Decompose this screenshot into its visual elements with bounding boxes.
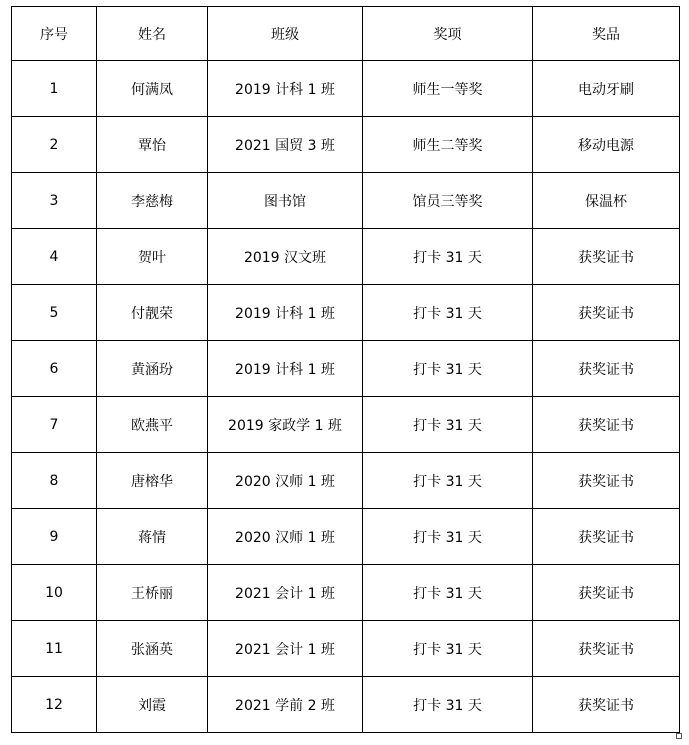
table-row: [12, 173, 680, 229]
award-table: [11, 6, 680, 733]
cell-prize: 获奖证书: [533, 621, 680, 677]
cell-award: 打卡 31 天: [363, 397, 533, 453]
cell-number: 5: [12, 285, 97, 341]
cell-prize: 获奖证书: [533, 341, 680, 397]
table-resize-handle[interactable]: [676, 733, 682, 739]
cell-prize: 获奖证书: [533, 565, 680, 621]
cell-number: 10: [12, 565, 97, 621]
cell-award: 打卡 31 天: [363, 453, 533, 509]
table-row: [12, 229, 680, 285]
cell-number: 7: [12, 397, 97, 453]
header-number: 序号: [12, 7, 97, 61]
cell-number: 1: [12, 61, 97, 117]
table-row: [12, 117, 680, 173]
table-row: [12, 285, 680, 341]
cell-name: 李慈梅: [97, 173, 208, 229]
header-prize: 奖品: [533, 7, 680, 61]
cell-prize: 保温杯: [533, 173, 680, 229]
cell-name: 付靓荣: [97, 285, 208, 341]
header-award: 奖项: [363, 7, 533, 61]
cell-name: 欧燕平: [97, 397, 208, 453]
cell-class: 2020 汉师 1 班: [208, 453, 363, 509]
cell-class: 2021 会计 1 班: [208, 621, 363, 677]
cell-class: 2019 家政学 1 班: [208, 397, 363, 453]
cell-name: 贺叶: [97, 229, 208, 285]
cell-name: 蒋情: [97, 509, 208, 565]
cell-class: 2019 计科 1 班: [208, 285, 363, 341]
cell-award: 打卡 31 天: [363, 285, 533, 341]
table-row: [12, 565, 680, 621]
cell-class: 2021 国贸 3 班: [208, 117, 363, 173]
cell-name: 唐榕华: [97, 453, 208, 509]
table-row: [12, 509, 680, 565]
cell-award: 打卡 31 天: [363, 341, 533, 397]
cell-class: 2019 计科 1 班: [208, 341, 363, 397]
table-row: [12, 341, 680, 397]
cell-number: 6: [12, 341, 97, 397]
cell-number: 4: [12, 229, 97, 285]
cell-prize: 获奖证书: [533, 677, 680, 733]
cell-number: 2: [12, 117, 97, 173]
table-row: [12, 453, 680, 509]
cell-class: 2021 学前 2 班: [208, 677, 363, 733]
cell-number: 11: [12, 621, 97, 677]
cell-class: 2020 汉师 1 班: [208, 509, 363, 565]
cell-award: 师生二等奖: [363, 117, 533, 173]
cell-prize: 获奖证书: [533, 397, 680, 453]
cell-name: 何满凤: [97, 61, 208, 117]
table-row: [12, 397, 680, 453]
cell-number: 9: [12, 509, 97, 565]
table-row: [12, 621, 680, 677]
cell-prize: 获奖证书: [533, 453, 680, 509]
cell-name: 王桥丽: [97, 565, 208, 621]
cell-number: 3: [12, 173, 97, 229]
cell-award: 师生一等奖: [363, 61, 533, 117]
header-name: 姓名: [97, 7, 208, 61]
cell-class: 图书馆: [208, 173, 363, 229]
cell-prize: 获奖证书: [533, 229, 680, 285]
header-class: 班级: [208, 7, 363, 61]
cell-prize: 移动电源: [533, 117, 680, 173]
cell-class: 2021 会计 1 班: [208, 565, 363, 621]
cell-number: 8: [12, 453, 97, 509]
table-header-row: [12, 7, 680, 61]
cell-class: 2019 汉文班: [208, 229, 363, 285]
cell-name: 张涵英: [97, 621, 208, 677]
cell-name: 黄涵玢: [97, 341, 208, 397]
cell-award: 打卡 31 天: [363, 509, 533, 565]
cell-award: 打卡 31 天: [363, 621, 533, 677]
cell-award: 打卡 31 天: [363, 229, 533, 285]
cell-prize: 获奖证书: [533, 285, 680, 341]
cell-award: 打卡 31 天: [363, 565, 533, 621]
cell-award: 打卡 31 天: [363, 677, 533, 733]
cell-prize: 获奖证书: [533, 509, 680, 565]
cell-prize: 电动牙刷: [533, 61, 680, 117]
cell-name: 覃怡: [97, 117, 208, 173]
cell-award: 馆员三等奖: [363, 173, 533, 229]
cell-name: 刘霞: [97, 677, 208, 733]
table-row: [12, 677, 680, 733]
cell-number: 12: [12, 677, 97, 733]
cell-class: 2019 计科 1 班: [208, 61, 363, 117]
table-row: [12, 61, 680, 117]
